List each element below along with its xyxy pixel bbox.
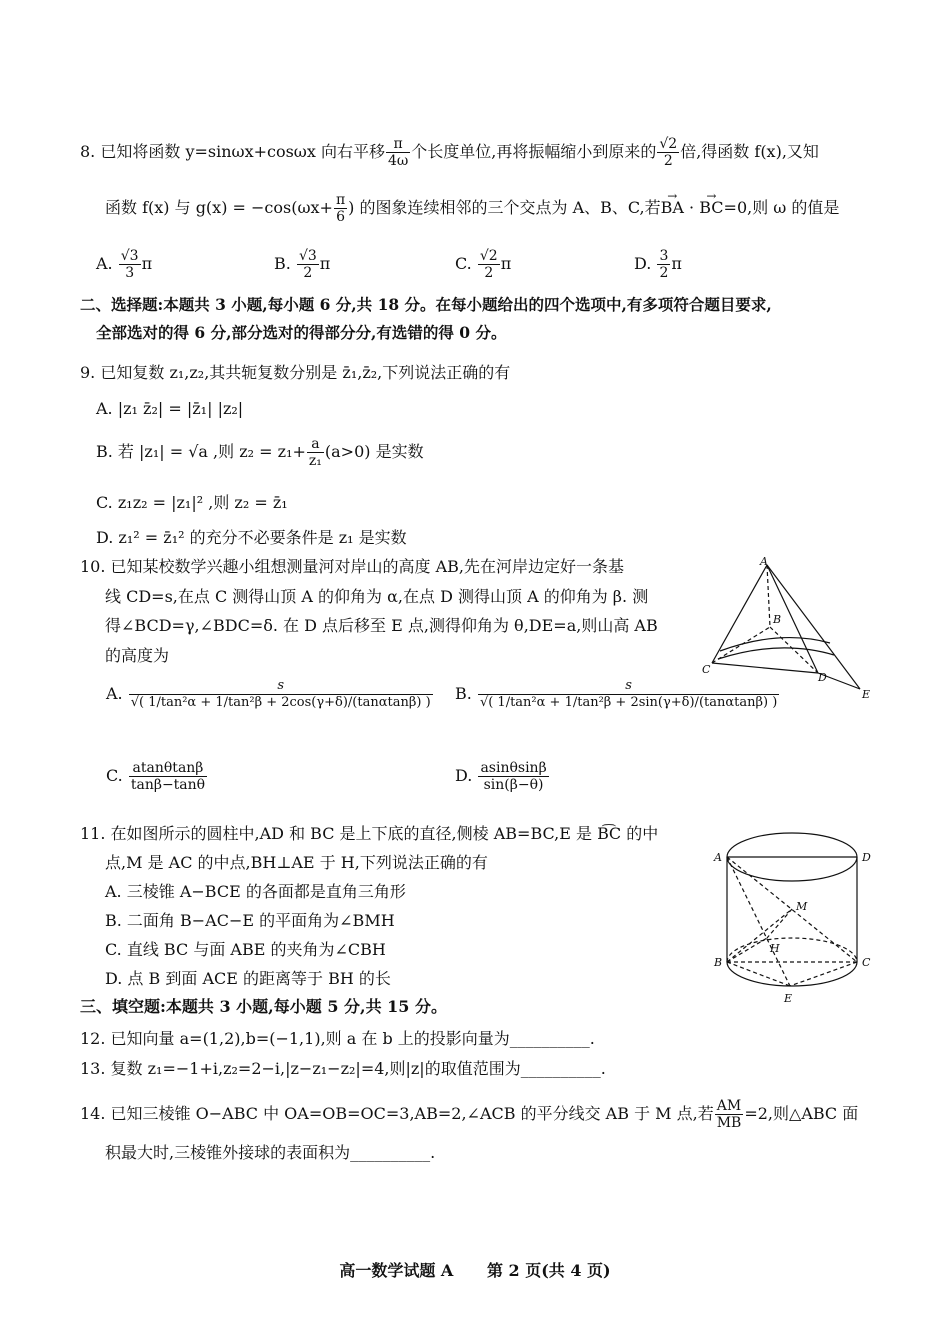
segment-bh xyxy=(727,938,767,962)
q9-option-b: B. 若 |z₁| = √a ,则 z₂ = z₁+ $\frac{a}{\text{z₁}}$ (a>0) 是实数 xyxy=(96,436,424,469)
label-d: D xyxy=(818,671,827,684)
q13: 13. 复数 z₁=−1+i,z₂=2−i,|z−z₁−z₂|=4,则|z|的取值范围为__________. xyxy=(80,1059,606,1078)
label-a: A xyxy=(760,555,768,568)
q9-option-d: D. z₁² = z̄₁² 的充分不必要条件是 z₁ 是实数 xyxy=(96,528,407,547)
q8-line1: 8. 已知将函数 y=sinωx+cosωx 向右平移 $\frac{\pi}{4\omega}$ 个长度单位,再将振幅缩小到原来的 $\frac{√2}{2}$ 倍,得函数 f(x),又知 xyxy=(80,136,819,169)
q11-line1: 11. 在如图所示的圆柱中,AD 和 BC 是上下底的直径,侧棱 AB=BC,E 是 B͡C 的中 xyxy=(80,824,659,843)
q11-line2: 点,M 是 AC 的中点,BH⊥AE 于 H,下列说法正确的有 xyxy=(105,853,488,872)
q10-option-b: B. $\frac{s}{\text{√( 1/tan²α + 1/tan²β + 2sin(γ+δ)/(tanαtanβ) )}}$ xyxy=(455,678,778,710)
label-c: C xyxy=(862,956,871,969)
q14-ratio: $\frac{AM}{MB}$ xyxy=(716,1098,742,1131)
edge-ae xyxy=(767,565,860,689)
segment-mh xyxy=(767,909,792,938)
q9-stem: 9. 已知复数 z₁,z₂,其共轭复数分别是 z̄₁,z̄₂,下列说法正确的有 xyxy=(80,363,511,382)
q8-option-d: D. $\frac{3}{2}$ π xyxy=(634,248,682,281)
section3-heading: 三、填空题:本题共 3 小题,每小题 5 分,共 15 分。 xyxy=(80,997,448,1016)
bottom-base-front xyxy=(727,962,857,986)
q8-frac-amp: $\frac{√2}{2}$ xyxy=(659,136,678,169)
label-e: E xyxy=(784,992,793,1005)
q11-option-d: D. 点 B 到面 ACE 的距离等于 BH 的长 xyxy=(105,969,391,988)
edge-cd xyxy=(712,663,818,673)
q14-line1: 14. 已知三棱锥 O−ABC 中 OA=OB=OC=3,AB=2,∠ACB 的平分线交 AB 于 M 点,若 $\frac{AM}{MB}$ =2,则△ABC 面 xyxy=(80,1098,859,1131)
q8-frac-phase: $\frac{\pi}{6}$ xyxy=(335,192,346,225)
label-b: B xyxy=(714,956,723,969)
q10-line1: 10. 已知某校数学兴趣小组想测量河对岸山的高度 AB,先在河岸边定好一条基 xyxy=(80,557,625,576)
q10-line3: 得∠BCD=γ,∠BDC=δ. 在 D 点后移至 E 点,测得仰角为 θ,DE=a,则山高 AB xyxy=(105,616,658,635)
q10-option-c: C. $\frac{atan\theta\tan\beta}{\tan\beta-\tan\theta}$ xyxy=(106,760,206,793)
q8-option-c: C. $\frac{√2}{2}$ π xyxy=(455,248,512,281)
section2-heading: 二、选择题:本题共 3 小题,每小题 6 分,共 18 分。在每小题给出的四个选项中,有多项符合题目要求, xyxy=(80,295,772,314)
segment-ce xyxy=(790,962,857,986)
page-footer xyxy=(0,1258,950,1281)
q10-option-a: A. $\frac{s}{\text{√( 1/tan²α + 1/tan²β + 2cos(γ+δ)/(tanαtanβ) )}}$ xyxy=(106,678,431,710)
label-e: E xyxy=(862,688,871,701)
q9-option-a: A. |z₁ z̄₂| = |z̄₁| |z₂| xyxy=(96,399,244,418)
edge-ab xyxy=(767,565,770,627)
q11-cylinder-figure xyxy=(712,820,882,1020)
q11-option-a: A. 三棱锥 A−BCE 的各面都是直角三角形 xyxy=(105,882,406,901)
q10-mountain-figure xyxy=(700,555,880,705)
q8-option-a: A. $\frac{√3}{3}$ π xyxy=(96,248,153,281)
q14-line2: 积最大时,三棱锥外接球的表面积为__________. xyxy=(105,1143,436,1162)
q8-option-b: B. $\frac{√3}{2}$ π xyxy=(274,248,331,281)
label-m: M xyxy=(796,900,808,913)
section2-instructions: 全部选对的得 6 分,部分选对的得部分分,有选错的得 0 分。 xyxy=(96,323,507,342)
label-c: C xyxy=(702,663,711,676)
edge-ac xyxy=(712,565,767,663)
page-number: 第 2 页(共 4 页) xyxy=(486,1261,611,1280)
label-b: B xyxy=(773,613,782,626)
exam-title: 高一数学试题 A xyxy=(339,1261,454,1280)
q8-frac-shift: $\frac{\pi}{4\omega}$ xyxy=(387,136,409,169)
q9-option-c: C. z₁z₂ = |z₁|² ,则 z₂ = z̄₁ xyxy=(96,493,288,512)
label-h: H xyxy=(770,942,780,955)
vector-bc: → BC xyxy=(699,197,723,219)
q11-option-b: B. 二面角 B−AC−E 的平面角为∠BMH xyxy=(105,911,395,930)
river-bank-1 xyxy=(720,638,830,651)
q10-option-d: D. $\frac{asin\theta\sin\beta}{\sin(\beta-\theta)}$ xyxy=(455,760,547,793)
q11-option-c: C. 直线 BC 与面 ABE 的夹角为∠CBH xyxy=(105,940,386,959)
vector-ba: → BA xyxy=(661,197,684,219)
q10-line4: 的高度为 xyxy=(105,646,170,665)
q8-line2: 函数 f(x) 与 g(x) = −cos(ωx+ $\frac{\pi}{6}$ ) 的图象连续相邻的三个交点为 A、B、C,若→ BA · → BC=0,则 ω 的值是 xyxy=(105,192,839,225)
label-a: A xyxy=(714,851,722,864)
q12: 12. 已知向量 a=(1,2),b=(−1,1),则 a 在 b 上的投影向量为__________. xyxy=(80,1029,595,1048)
label-d: D xyxy=(862,851,871,864)
segment-bm xyxy=(727,909,792,962)
q10-line2: 线 CD=s,在点 C 测得山顶 A 的仰角为 α,在点 D 测得山顶 A 的仰角为 β. 测 xyxy=(105,587,649,606)
river-bank-2 xyxy=(718,648,834,659)
